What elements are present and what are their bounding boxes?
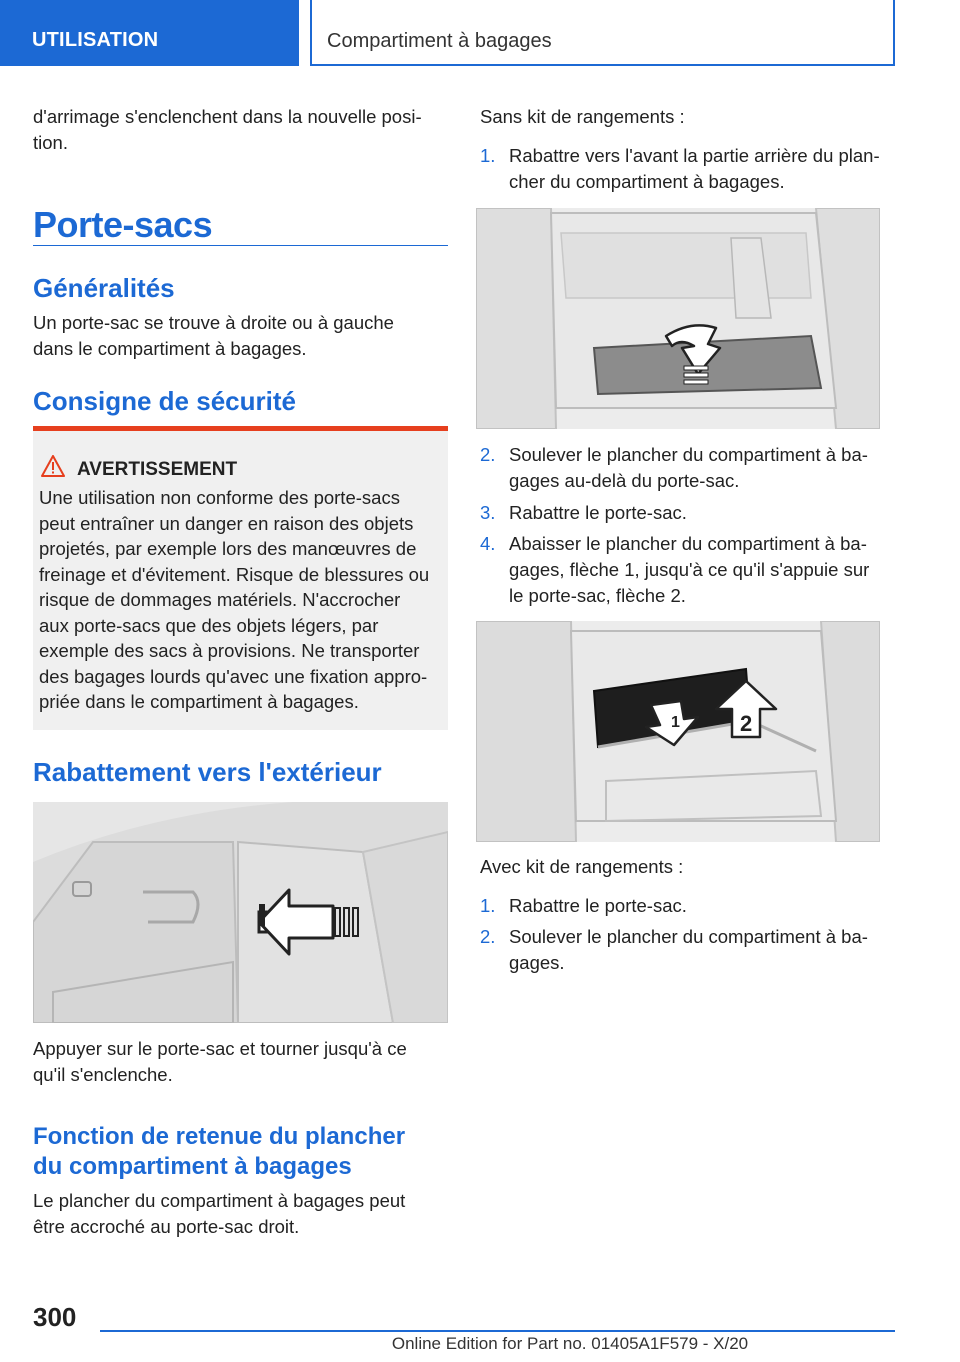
- warning-line: freinage et d'évitement. Risque de blessures ou: [39, 563, 430, 585]
- arrow-label-2: 2: [740, 711, 753, 736]
- step-text: [509, 143, 882, 195]
- warning-line: projetés, par exemple lors des manœuvres de: [39, 538, 417, 559]
- intro-line: tion.: [33, 132, 68, 153]
- step-text: [509, 893, 882, 919]
- step-text: [509, 442, 882, 494]
- floor-retention-line: Le plancher du compartiment à bagages peut: [33, 1190, 406, 1211]
- step-line: Soulever le plancher du compartiment à ba-: [509, 926, 868, 947]
- step-line: le porte-sac, flèche 2.: [509, 585, 686, 606]
- header-title: Compartiment à bagages: [327, 30, 552, 52]
- step-text: [509, 924, 882, 976]
- step-line: Rabattre vers l'avant la partie arrière du plan-: [509, 145, 880, 166]
- warning-text: [39, 485, 444, 715]
- general-line: dans le compartiment à bagages.: [33, 338, 307, 359]
- fold-out-line: qu'il s'enclenche.: [33, 1064, 173, 1085]
- heading-general: Généralités: [33, 273, 175, 303]
- header-title-box: [310, 0, 895, 66]
- without-kit-label: Sans kit de rangements :: [480, 106, 685, 127]
- footer-edition: Online Edition for Part no. 01405A1F579 - X/20: [391, 1334, 749, 1353]
- fold-out-paragraph: [33, 1036, 448, 1088]
- figure-floor-on-hook: [476, 621, 880, 842]
- step-line: Rabattre le porte-sac.: [509, 895, 687, 916]
- section-title: Porte-sacs: [33, 204, 213, 245]
- warning-box: [33, 426, 448, 730]
- warning-line: des bagages lourds qu'avec une fixation appro-: [39, 665, 428, 687]
- arrow-label-1: 1: [671, 714, 680, 731]
- intro-paragraph: [33, 104, 448, 156]
- heading-fold-out: Rabattement vers l'extérieur: [33, 757, 382, 787]
- floor-retention-line: être accroché au porte-sac droit.: [33, 1216, 300, 1237]
- with-kit-label: Avec kit de rangements :: [480, 856, 684, 877]
- warning-line: exemple des sacs à provisions. Ne transporter: [39, 640, 420, 661]
- fold-out-line: Appuyer sur le porte-sac et tourner jusqu'à ce: [33, 1038, 407, 1059]
- figure-bag-hook-fold-out: [33, 802, 448, 1023]
- heading-floor-retention-line: du compartiment à bagages: [33, 1153, 352, 1180]
- figure-trunk-floor-fold: [476, 208, 880, 429]
- page-number: 300: [33, 1302, 77, 1332]
- intro-line: d'arrimage s'enclenchent dans la nouvelle posi-: [33, 106, 422, 127]
- footer-rule: [100, 1330, 895, 1332]
- warning-line: risque de dommages matériels. N'accrocher: [39, 589, 401, 610]
- step-line: gages.: [509, 952, 565, 973]
- header-section-label: UTILISATION: [32, 29, 159, 51]
- floor-on-hook-illustration: [476, 621, 880, 842]
- heading-safety: Consigne de sécurité: [33, 386, 296, 416]
- heading-floor-retention: [33, 1122, 448, 1182]
- warning-line: peut entraîner un danger en raison des objets: [39, 512, 414, 534]
- trunk-floor-illustration: [476, 208, 880, 429]
- step-line: cher du compartiment à bagages.: [509, 171, 785, 192]
- general-line: Un porte-sac se trouve à droite ou à gauche: [33, 312, 394, 333]
- header-section-tab: [0, 0, 299, 66]
- step-number: 1.: [480, 895, 496, 916]
- heading-floor-retention-line: Fonction de retenue du plancher: [33, 1123, 406, 1150]
- step-number: 3.: [480, 502, 496, 523]
- step-line: Soulever le plancher du compartiment à ba-: [509, 444, 868, 465]
- step-text: [509, 531, 882, 609]
- step-text: [509, 500, 882, 526]
- step-line: gages au-delà du porte-sac.: [509, 470, 740, 491]
- step-number: 1.: [480, 145, 496, 166]
- step-number: 2.: [480, 926, 496, 947]
- step-line: Rabattre le porte-sac.: [509, 502, 687, 523]
- warning-triangle-icon: [41, 455, 65, 477]
- warning-line: aux porte-sacs que des objets légers, par: [39, 614, 379, 636]
- warning-line: priée dans le compartiment à bagages.: [39, 691, 359, 712]
- warning-line: Une utilisation non conforme des porte-sacs: [39, 487, 400, 508]
- warning-title: AVERTISSEMENT: [77, 459, 238, 480]
- step-line: gages, flèche 1, jusqu'à ce qu'il s'appuie sur: [509, 559, 870, 580]
- general-paragraph: [33, 310, 448, 362]
- section-title-rule: [33, 245, 448, 246]
- step-number: 2.: [480, 444, 496, 465]
- step-number: 4.: [480, 533, 496, 554]
- floor-retention-paragraph: [33, 1188, 448, 1240]
- step-line: Abaisser le plancher du compartiment à ba-: [509, 533, 867, 554]
- bag-hook-illustration: [33, 802, 448, 1023]
